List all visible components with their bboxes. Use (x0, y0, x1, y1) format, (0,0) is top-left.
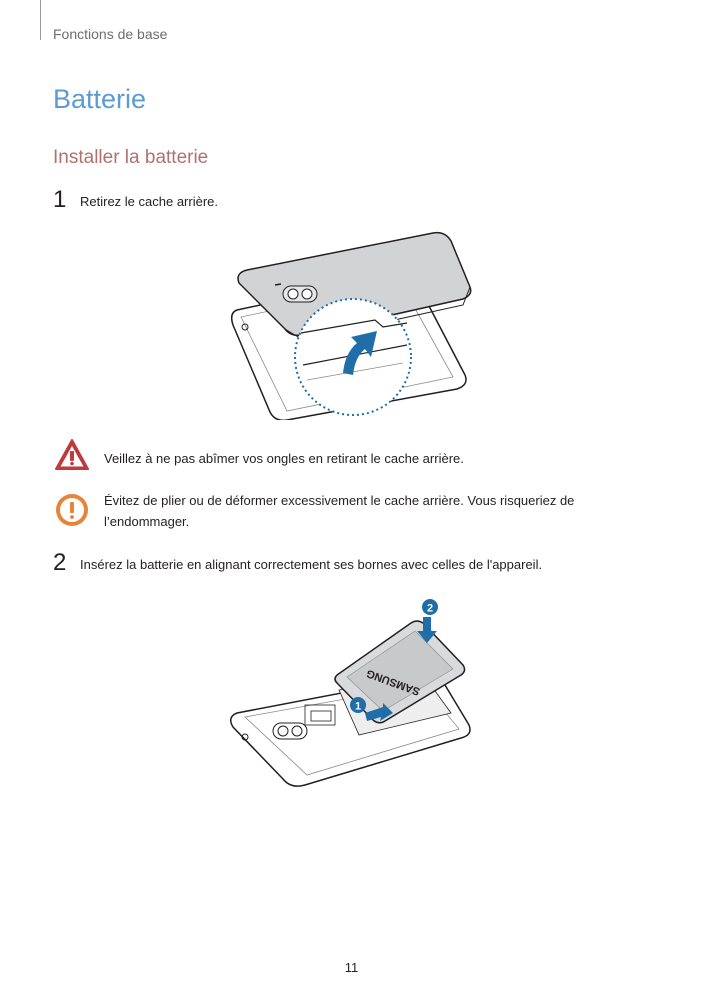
step-1-number: 1 (53, 186, 67, 213)
step-2-number: 2 (53, 549, 67, 576)
page-title: Batterie (53, 84, 147, 114)
caution-icon (55, 493, 89, 527)
page-number: 11 (344, 960, 359, 975)
figure-insert-battery (225, 595, 475, 790)
caution-note: Évitez de plier ou de déformer excessivement le cache arrière. Vous risqueriez de l’endommager. (104, 493, 575, 529)
header-rule (40, 0, 41, 40)
callout-1-label: 1 (354, 700, 362, 713)
section-subtitle: Installer la batterie (53, 147, 209, 168)
section-header: Fonctions de base (53, 26, 168, 42)
warning-note: Veillez à ne pas abîmer vos ongles en retirant le cache arrière. (104, 451, 464, 466)
warning-icon (55, 438, 89, 472)
step-2-text: Insérez la batterie en alignant correctement ses bornes avec celles de l'appareil. (80, 557, 543, 572)
callout-2-label: 2 (426, 602, 434, 615)
figure-remove-back-cover (225, 225, 475, 420)
step-1-text: Retirez le cache arrière. (80, 194, 218, 209)
battery-brand-label: SAMSUNG (364, 666, 422, 698)
